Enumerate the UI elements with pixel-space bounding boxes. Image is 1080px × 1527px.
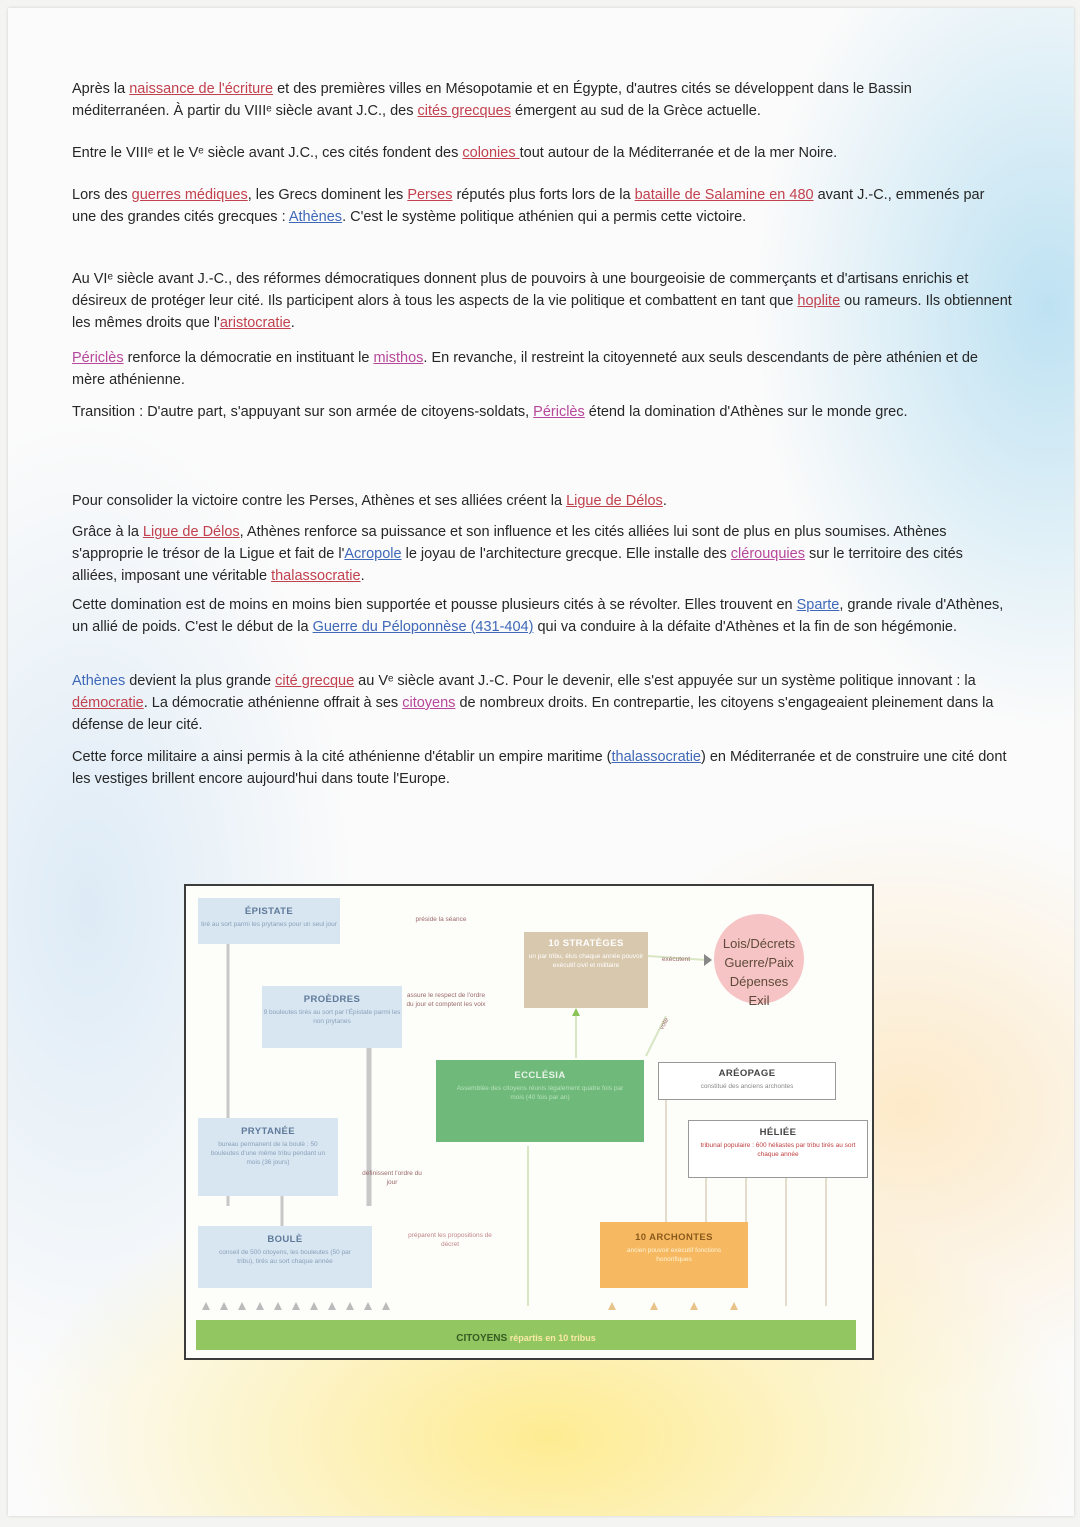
athenian-democracy-diagram bbox=[184, 884, 874, 1360]
areopage-box: ARÉOPAGE constitué des anciens archontes bbox=[658, 1062, 836, 1100]
paragraph-colonies: Entre le VIIIᵉ et le Vᵉ siècle avant J.C., ces cités fondent des colonies tout autour de la Méditerranée et de la mer Noire. bbox=[72, 145, 838, 161]
paragraph-guerres-mediques: Lors des guerres médiques, les Grecs dominent les Perses réputés plus forts lors de la bataille de Salamine en 480 avant J.-C., emmenés par une des grandes cités grecques : Athènes. C'est le système politique athénien qui a permis cette victoire. bbox=[72, 187, 985, 225]
keyword-link[interactable]: Périclès bbox=[72, 350, 124, 366]
keyword-link[interactable]: colonies bbox=[462, 145, 520, 161]
keyword-link[interactable]: misthos bbox=[373, 350, 424, 366]
paragraph-origins: Après la naissance de l'écriture et des premières villes en Mésopotamie et en Égypte, d'autres cités se développent dans le Bassin méditerranéen. À partir du VIIIᵉ siècle avant J.C., des cités grecques émergent au sud de la Grèce actuelle. bbox=[72, 81, 912, 119]
keyword-link[interactable]: Athènes bbox=[72, 673, 126, 689]
keyword-link[interactable]: citoyens bbox=[402, 695, 456, 711]
prytanee-box: PRYTANÉE bureau permanent de la boulè : 50 bouleutes d'une même tribu pendant un mois (36 jours) bbox=[198, 1118, 338, 1196]
keyword-link[interactable]: bataille de Salamine en 480 bbox=[634, 187, 814, 203]
proedres-box: PROÈDRES 9 bouleutes tirés au sort par l'Épistate parmi les non prytanes bbox=[262, 986, 402, 1048]
keyword-link[interactable]: cité grecque bbox=[275, 673, 355, 689]
paragraph-pericles: Périclès renforce la démocratie en instituant le misthos. En revanche, il restreint la citoyenneté aux seuls descendants de père athénien et de mère athénienne. bbox=[72, 350, 978, 388]
keyword-link[interactable]: Perses bbox=[407, 187, 453, 203]
keyword-link[interactable]: thalassocratie bbox=[611, 749, 701, 765]
label-preparent: préparent les propositions de décret bbox=[408, 1232, 492, 1248]
label-vote: vote bbox=[658, 1016, 671, 1031]
keyword-link[interactable]: démocratie bbox=[72, 695, 144, 711]
keyword-link[interactable]: Acropole bbox=[344, 546, 402, 562]
keyword-link[interactable]: aristocratie bbox=[219, 315, 291, 331]
epistate-box: ÉPISTATE tiré au sort parmi les prytanes pour un seul jour bbox=[198, 898, 340, 944]
label-definissent: définissent l'ordre du jour bbox=[362, 1170, 422, 1186]
keyword-link[interactable]: Périclès bbox=[533, 404, 585, 420]
keyword-link[interactable]: Athènes bbox=[288, 209, 343, 225]
strateges-box: 10 STRATÈGES un par tribu, élus chaque année pouvoir exécutif civil et militaire bbox=[524, 932, 648, 1008]
boule-box: BOULÈ conseil de 500 citoyens, les bouleutes (50 par tribu), tirés au sort chaque année bbox=[198, 1226, 372, 1288]
decision-item: Exil bbox=[748, 993, 770, 1008]
decision-item: Dépenses bbox=[729, 974, 789, 989]
paragraph-ligue-delos: Pour consolider la victoire contre les Perses, Athènes et ses alliées créent la Ligue de Délos. bbox=[72, 493, 667, 509]
paragraph-empire-maritime: Cette force militaire a ainsi permis à la cité athénienne d'établir un empire maritime (thalassocratie) en Méditerranée et de construire une cité dont les vestiges brillent encore aujourd'hui dans toute l'Europe. bbox=[72, 749, 1007, 787]
decision-item: Guerre/Paix bbox=[724, 955, 794, 970]
keyword-link[interactable]: Ligue de Délos bbox=[566, 493, 663, 509]
keyword-link[interactable]: hoplite bbox=[797, 293, 841, 309]
decision-item: Lois/Décrets bbox=[722, 936, 796, 951]
keyword-link[interactable]: thalassocratie bbox=[271, 568, 361, 584]
paragraph-transition: Transition : D'autre part, s'appuyant sur son armée de citoyens-soldats, Périclès étend la domination d'Athènes sur le monde grec. bbox=[72, 404, 908, 420]
label-preside: préside la séance bbox=[415, 916, 467, 923]
paragraph-reformes: Au VIᵉ siècle avant J.-C., des réformes démocratiques donnent plus de pouvoirs à une bourgeoisie de commerçants et d'artisans enrichis et désireux de protéger leur cité. Ils participent alors à tous les aspects de la vie politique et combattent en tant que hoplite ou rameurs. Ils obtiennent les mêmes droits que l'aristocratie. bbox=[72, 271, 1012, 331]
paragraph-puissance: Grâce à la Ligue de Délos, Athènes renforce sa puissance et son influence et les cités alliées lui sont de plus en plus soumises. Athènes s'approprie le trésor de la Ligue et fait de l'Acropole le joyau de l'architecture grecque. Elle installe des clérouquies sur le territoire des cités alliées, imposant une véritable thalassocratie. bbox=[72, 524, 963, 584]
heliee-box: HÉLIÉE tribunal populaire : 600 héliastes par tribu tirés au sort chaque année bbox=[688, 1120, 868, 1178]
lois-decrets-circle bbox=[714, 914, 804, 1008]
label-executent: exécutent bbox=[661, 956, 691, 963]
keyword-link[interactable]: naissance de l'écriture bbox=[129, 81, 274, 97]
archontes-box: 10 ARCHONTES ancien pouvoir exécutif fonctions honorifiques bbox=[600, 1222, 748, 1288]
keyword-link[interactable]: guerres médiques bbox=[131, 187, 248, 203]
paragraph-democratie: Athènes devient la plus grande cité grecque au Vᵉ siècle avant J.-C. Pour le devenir, elle s'est appuyée sur un système politique innovant : la démocratie. La démocratie athénienne offrait à ses citoyens de nombreux droits. En contrepartie, les citoyens s'engageaient pleinement dans la défense de leur cité. bbox=[72, 673, 994, 733]
keyword-link[interactable]: clérouquies bbox=[730, 546, 805, 562]
keyword-link[interactable]: Ligue de Délos bbox=[142, 524, 240, 540]
ecclesia-box: ECCLÉSIA Assemblée des citoyens réunis légalement quatre fois par mois (40 fois par an) bbox=[436, 1060, 644, 1142]
label-assurent: assure le respect de l'ordre du jour et comptent les voix bbox=[406, 992, 486, 1008]
paragraph-sparte: Cette domination est de moins en moins bien supportée et pousse plusieurs cités à se révolter. Elles trouvent en Sparte, grande rivale d'Athènes, un allié de poids. C'est le début de la Guerre du Péloponnèse (431-404) qui va conduire à la défaite d'Athènes et la fin de son hégémonie. bbox=[72, 597, 1004, 635]
keyword-link[interactable]: cités grecques bbox=[417, 103, 511, 119]
keyword-link[interactable]: Guerre du Péloponnèse (431-404) bbox=[312, 619, 534, 635]
keyword-link[interactable]: Sparte bbox=[796, 597, 840, 613]
citoyens-bar: CITOYENS répartis en 10 tribus bbox=[196, 1320, 856, 1350]
